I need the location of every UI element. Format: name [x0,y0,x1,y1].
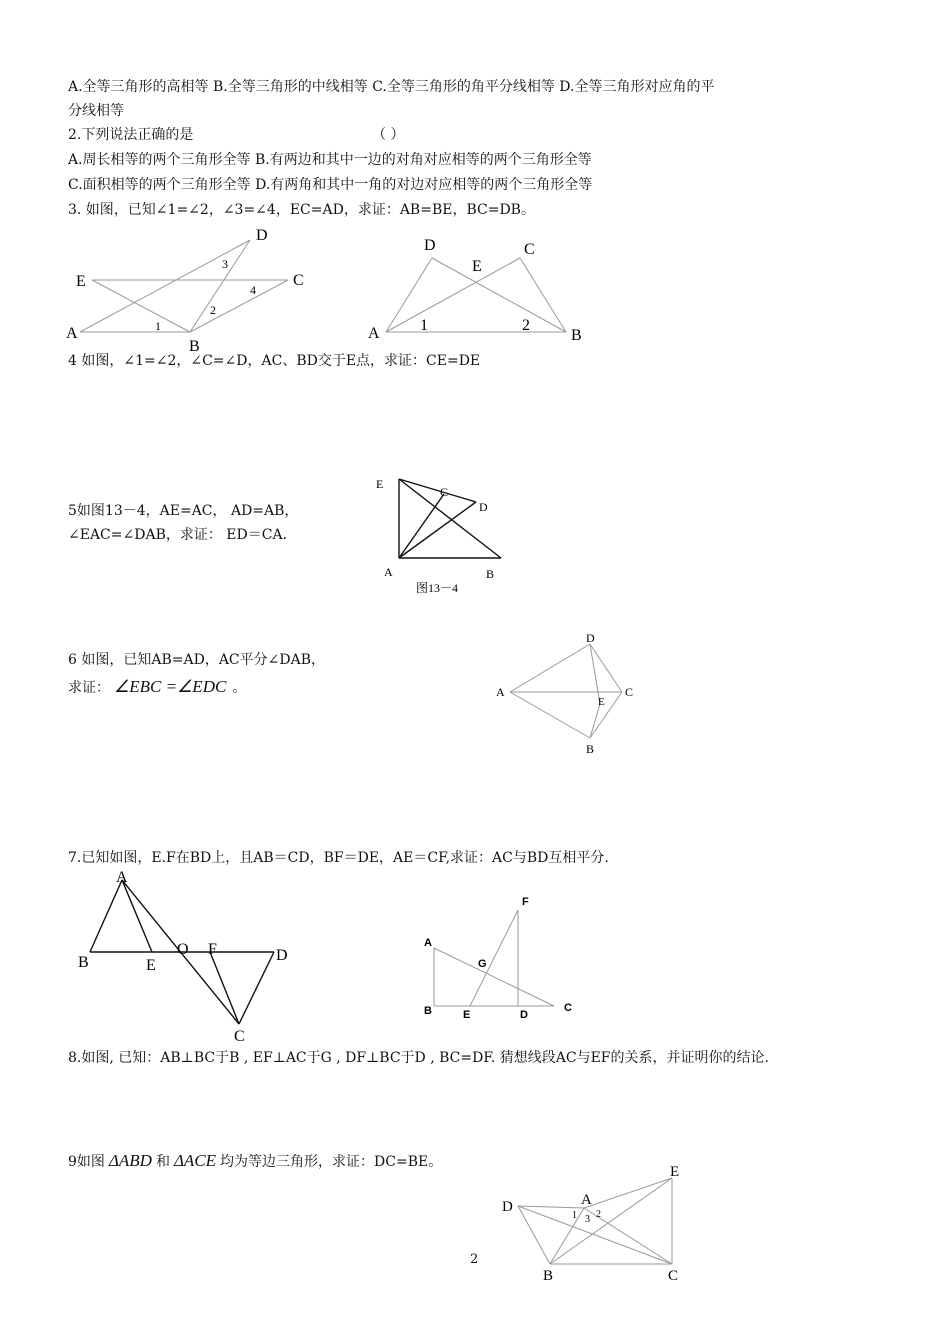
q4-text: 4 如图，∠1=∠2，∠C=∠D，AC、BD交于E点，求证：CE=DE [68,353,481,369]
q9-triangle-abd: ΔABD [108,1151,152,1170]
q7-text: 7.已知如图，E.F在BD上，且AB＝CD，BF＝DE，AE＝CF,求证：AC与BD互相平分. [68,850,609,866]
q8-text: 8.如图, 已知：AB⊥BC于B , EF⊥AC于G , DF⊥BC于D , BC=DF. 猜想线段AC与EF的关系，并证明你的结论. [68,1050,769,1066]
q3-figure-1 [60,222,320,354]
q1-options-line2: 分线相等 [68,103,124,119]
q9-prefix: 9如图 [68,1154,105,1170]
q3f1-angle-3: 3 [222,257,228,271]
q7-label-f: F [208,941,217,958]
q7-figure [72,866,300,1044]
q5-label-e: E [376,477,384,491]
q7-label-a: A [116,869,128,886]
page-number: 2 [470,1252,479,1267]
q3f2-angle-2: 2 [522,317,530,334]
q3f1-label-d: D [256,227,268,244]
q6-line1: 6 如图，已知AB=AD，AC平分∠DAB， [68,652,325,668]
q7-label-b: B [78,954,89,971]
q6-figure [490,626,640,760]
q8-figure [416,890,580,1024]
q9-text [68,1152,442,1171]
q8-label-c: C [564,1002,572,1014]
q6-label-c: C [625,685,634,699]
q3f1-label-e: E [76,273,86,290]
q5-label-c: C [440,485,449,499]
q3f2-label-c: C [524,241,535,258]
q5-label-a: A [384,565,393,579]
q5-line2: ∠EAC=∠DAB，求证： ED＝CA. [68,527,288,543]
q9-suffix: 均为等边三角形，求证：DC=BE。 [220,1154,443,1170]
q8-label-f: F [522,896,529,908]
q6-label-a: A [496,685,505,699]
q8-label-d: D [520,1009,528,1021]
q3f1-label-b: B [189,338,200,354]
q7-label-c: C [234,1028,245,1044]
q9-triangle-ace: ΔACE [173,1151,217,1170]
q5-figure-caption: 图13－4 [416,581,459,595]
q3f2-label-e: E [472,258,482,275]
q3f1-angle-2: 2 [210,303,216,317]
q3f2-label-d: D [424,237,436,254]
q8-label-g: G [478,958,487,970]
q3f1-label-a: A [66,325,78,342]
q9-angle-3: 3 [585,1214,590,1225]
q2-options-cd: C.面积相等的两个三角形全等 D.有两角和其中一角的对边对应相等的两个三角形全等 [68,177,593,193]
q3f2-label-a: A [368,325,380,342]
q2-answer-bracket: （ ） [372,127,405,143]
q5-label-d: D [479,500,488,514]
q6-line2 [68,678,246,697]
q6-label-d: D [586,631,595,645]
q2-stem: 2.下列说法正确的是 [68,127,194,143]
q7-label-d: D [276,947,288,964]
q8-label-b: B [424,1005,432,1017]
q3f1-angle-1: 1 [155,319,161,333]
q3f1-label-c: C [293,272,304,289]
q3-figure-2 [362,230,598,348]
q9-label-b: B [543,1268,554,1284]
q5-label-b: B [486,567,495,581]
q2-options-ab: A.周长相等的两个三角形全等 B.有两边和其中一边的对角对应相等的两个三角形全等 [68,152,592,168]
q1-options-line1: A.全等三角形的高相等 B.全等三角形的中线相等 C.全等三角形的角平分线相等 D.全等三角形对应角的平 [68,79,715,95]
q3f2-angle-1: 1 [420,317,428,334]
q3-text: 3. 如图，已知∠1=∠2，∠3=∠4，EC=AD，求证：AB=BE，BC=DB。 [68,202,535,218]
q8-label-e: E [463,1009,471,1021]
q9-and: 和 [155,1154,170,1170]
q7-label-o: O [177,941,189,958]
q9-angle-1: 1 [572,1210,577,1221]
q9-label-d: D [502,1199,513,1215]
q6-label-b: B [586,742,595,756]
q9-label-e: E [670,1164,680,1180]
q6-angle-equation: ∠EBC =∠EDC [114,677,227,696]
q6-line2-suffix: 。 [232,680,247,696]
q6-label-e: E [598,696,605,708]
q3f1-angle-4: 4 [250,283,256,297]
q9-label-c: C [668,1268,679,1284]
q9-figure [496,1160,696,1288]
q3f2-label-b: B [571,327,582,344]
q9-label-a: A [581,1192,592,1208]
q7-label-e: E [146,957,156,974]
q5-line1: 5如图13－4，AE=AC， AD=AB， [68,503,299,519]
q9-angle-2: 2 [596,1209,601,1220]
q6-line2-prefix: 求证： [68,680,110,696]
q8-label-a: A [424,937,432,949]
q5-figure [370,472,510,596]
